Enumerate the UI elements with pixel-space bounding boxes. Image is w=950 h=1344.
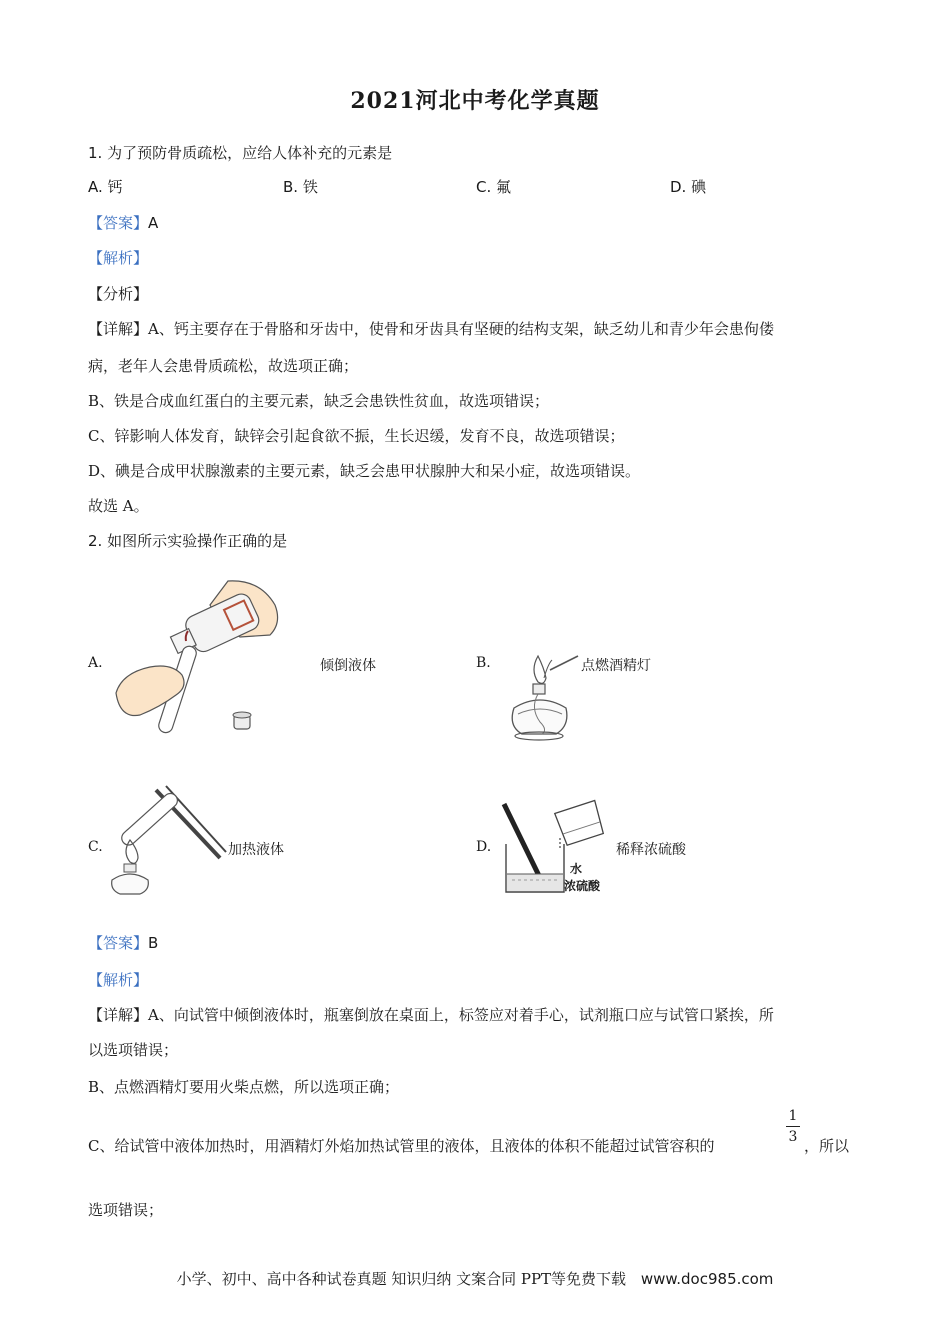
q2-detail-tag: 【详解】 xyxy=(88,1006,149,1024)
q1-detail-tag: 【详解】 xyxy=(88,320,149,338)
fig-c-caption: 加热液体 xyxy=(228,842,284,858)
footer-site-link[interactable]: www.doc985.com xyxy=(640,1270,774,1288)
page-title: 2021河北中考化学真题 xyxy=(350,88,600,114)
q1-answer-tag: 【答案】 xyxy=(88,214,149,232)
q2-analysis-tag: 【解析】 xyxy=(88,971,149,989)
fig-d-acid-label: 浓硫酸 xyxy=(564,879,601,893)
q2-answer xyxy=(88,933,158,953)
q1-conclusion: 故选 A。 xyxy=(88,497,149,515)
fig-d-water-label: 水 xyxy=(570,862,583,876)
q1-detail-1-text: A、钙主要存在于骨胳和牙齿中，使骨和牙齿具有坚硬的结构支架，缺乏幼儿和青少年会患佝偻 xyxy=(148,320,774,338)
fig-b-caption: 点燃酒精灯 xyxy=(581,658,651,674)
q2-stem xyxy=(88,531,287,551)
q1-answer-value: A xyxy=(148,214,159,232)
q2-detail-1 xyxy=(88,1005,774,1025)
q2-detail-2: 以选项错误； xyxy=(88,1041,179,1059)
q1-stem xyxy=(88,143,392,163)
fig-b-letter: B. xyxy=(476,655,491,671)
q1-detail-1 xyxy=(88,319,774,339)
q2-answer-tag: 【答案】 xyxy=(88,934,149,952)
q1-detail-4: C、锌影响人体发育，缺锌会引起食欲不振，生长迟缓，发育不良，故选项错误； xyxy=(88,427,625,445)
q2-detail-4a: C、给试管中液体加热时，用酒精灯外焰加热试管里的液体，且液体的体积不能超过试管容积的 xyxy=(88,1137,715,1155)
fig-d-letter: D. xyxy=(476,839,492,855)
q2-answer-value: B xyxy=(148,934,159,952)
q1-fenxi: 【分析】 xyxy=(88,285,149,303)
q1-option-d: D. 碘 xyxy=(670,178,707,196)
q1-analysis-tag: 【解析】 xyxy=(88,249,149,267)
q2-detail-5: 选项错误； xyxy=(88,1201,164,1219)
q1-stem-text: 1. 为了预防骨质疏松，应给人体补充的元素是 xyxy=(88,144,393,162)
q2-detail-1-text: A、向试管中倾倒液体时，瓶塞倒放在桌面上，标签应对着手心，试剂瓶口应与试管口紧挨，所 xyxy=(148,1006,774,1024)
q1-detail-2: 病，老年人会患骨质疏松，故选项正确； xyxy=(88,357,359,375)
fraction-one-third xyxy=(786,1108,800,1145)
q1-detail-5: D、碘是合成甲状腺激素的主要元素，缺乏会患甲状腺肿大和呆小症，故选项错误。 xyxy=(88,462,641,480)
q2-detail-4b: ，所以 xyxy=(804,1137,850,1155)
fig-b-lamp-illustration xyxy=(500,648,590,743)
fig-c-heating-illustration xyxy=(108,782,228,897)
page-footer xyxy=(0,1268,950,1289)
q1-detail-3: B、铁是合成血红蛋白的主要元素，缺乏会患铁性贫血，故选项错误； xyxy=(88,392,550,410)
fig-a-pouring-illustration xyxy=(110,575,290,745)
footer-text: 小学、初中、高中各种试卷真题 知识归纳 文案合同 PPT等免费下载 xyxy=(176,1270,627,1288)
q1-option-a: A. 钙 xyxy=(88,178,123,196)
q1-option-b: B. 铁 xyxy=(283,178,318,196)
fraction-bar xyxy=(786,1126,800,1127)
fig-c-letter: C. xyxy=(88,839,103,855)
q2-detail-3: B、点燃酒精灯要用火柴点燃，所以选项正确； xyxy=(88,1078,400,1096)
fraction-numerator: 1 xyxy=(788,1108,798,1124)
fraction-denominator: 3 xyxy=(788,1129,798,1145)
fig-a-letter: A. xyxy=(88,655,103,671)
fig-a-caption: 倾倒液体 xyxy=(320,658,376,674)
q1-answer xyxy=(88,213,158,233)
q1-option-c: C. 氟 xyxy=(476,178,512,196)
q2-stem-text: 2. 如图所示实验操作正确的是 xyxy=(88,532,288,550)
fig-d-caption: 稀释浓硫酸 xyxy=(616,842,686,858)
